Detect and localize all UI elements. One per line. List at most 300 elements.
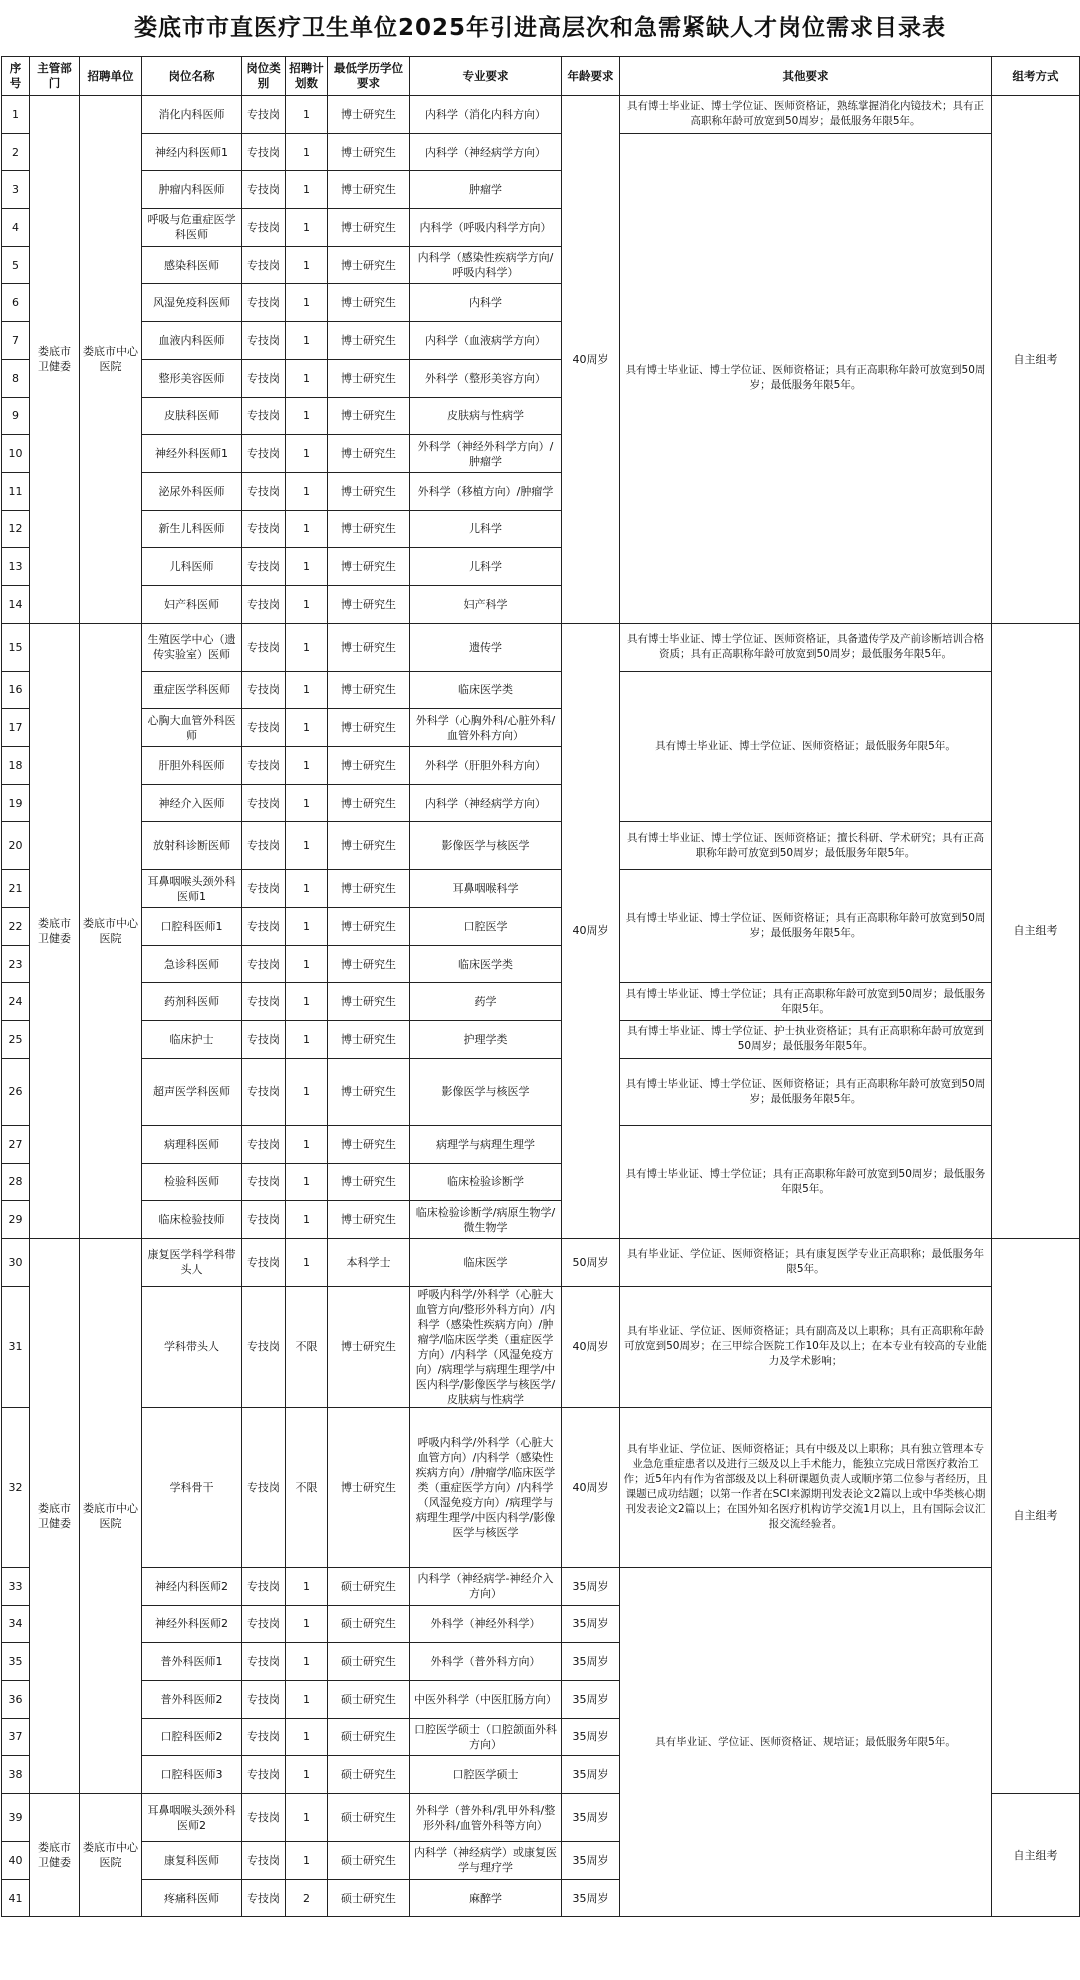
major-cell: 病理学与病理生理学 bbox=[410, 1125, 562, 1163]
category-cell: 专技岗 bbox=[242, 284, 286, 322]
count-cell: 1 bbox=[286, 359, 328, 397]
seq-cell: 39 bbox=[2, 1794, 30, 1842]
category-cell: 专技岗 bbox=[242, 246, 286, 284]
table-row bbox=[2, 1567, 1080, 1605]
position-cell: 呼吸与危重症医学科医师 bbox=[142, 209, 242, 247]
position-cell: 肿瘤内科医师 bbox=[142, 171, 242, 209]
seq-cell: 13 bbox=[2, 548, 30, 586]
seq-cell: 7 bbox=[2, 322, 30, 360]
count-cell: 1 bbox=[286, 96, 328, 134]
category-cell: 专技岗 bbox=[242, 397, 286, 435]
category-cell: 专技岗 bbox=[242, 472, 286, 510]
count-cell: 1 bbox=[286, 548, 328, 586]
category-cell: 专技岗 bbox=[242, 1286, 286, 1407]
position-cell: 肝胆外科医师 bbox=[142, 747, 242, 785]
table-row bbox=[2, 1286, 1080, 1407]
position-cell: 感染科医师 bbox=[142, 246, 242, 284]
position-cell: 康复医学科学科带头人 bbox=[142, 1238, 242, 1286]
seq-cell: 6 bbox=[2, 284, 30, 322]
count-cell: 1 bbox=[286, 1058, 328, 1125]
seq-cell: 35 bbox=[2, 1643, 30, 1681]
education-cell: 博士研究生 bbox=[328, 209, 410, 247]
count-cell: 1 bbox=[286, 1756, 328, 1794]
seq-cell: 16 bbox=[2, 671, 30, 709]
category-cell: 专技岗 bbox=[242, 359, 286, 397]
category-cell: 专技岗 bbox=[242, 171, 286, 209]
seq-cell: 37 bbox=[2, 1718, 30, 1756]
seq-cell: 28 bbox=[2, 1163, 30, 1201]
major-cell: 口腔医学硕士（口腔颌面外科方向） bbox=[410, 1718, 562, 1756]
category-cell: 专技岗 bbox=[242, 1879, 286, 1917]
count-cell: 1 bbox=[286, 1567, 328, 1605]
education-cell: 博士研究生 bbox=[328, 359, 410, 397]
table-row bbox=[2, 623, 1080, 671]
major-cell: 外科学（普外科方向） bbox=[410, 1643, 562, 1681]
table-row bbox=[2, 1407, 1080, 1567]
seq-cell: 8 bbox=[2, 359, 30, 397]
education-cell: 博士研究生 bbox=[328, 784, 410, 822]
seq-cell: 12 bbox=[2, 510, 30, 548]
seq-cell: 32 bbox=[2, 1407, 30, 1567]
major-cell: 外科学（整形美容方向） bbox=[410, 359, 562, 397]
col-header: 组考方式 bbox=[992, 57, 1080, 96]
category-cell: 专技岗 bbox=[242, 1238, 286, 1286]
other-req-cell: 具有博士毕业证、博士学位证、医师资格证；擅长科研、学术研究；具有正高职称年龄可放宽到50周岁；最低服务年限5年。 bbox=[620, 822, 992, 870]
seq-cell: 2 bbox=[2, 133, 30, 171]
major-cell: 皮肤病与性病学 bbox=[410, 397, 562, 435]
count-cell: 1 bbox=[286, 671, 328, 709]
position-cell: 风湿免疫科医师 bbox=[142, 284, 242, 322]
category-cell: 专技岗 bbox=[242, 983, 286, 1021]
major-cell: 外科学（移植方向）/肿瘤学 bbox=[410, 472, 562, 510]
dept-cell: 娄底市卫健委 bbox=[30, 96, 80, 624]
position-cell: 神经外科医师2 bbox=[142, 1605, 242, 1643]
category-cell: 专技岗 bbox=[242, 908, 286, 946]
count-cell: 1 bbox=[286, 709, 328, 747]
seq-cell: 22 bbox=[2, 908, 30, 946]
major-cell: 呼吸内科学/外科学（心脏大血管方向/整形外科方向）/内科学（感染性疾病方向）/肿瘤学/临床医学类（重症医学方向）/内科学（风湿免疫方向）/病理学与病理生理学/中医内科学/影像医学与核医学/皮肤病与性病学 bbox=[410, 1286, 562, 1407]
seq-cell: 30 bbox=[2, 1238, 30, 1286]
education-cell: 博士研究生 bbox=[328, 435, 410, 473]
age-cell: 35周岁 bbox=[562, 1842, 620, 1880]
table-row bbox=[2, 133, 1080, 171]
major-cell: 外科学（普外科/乳甲外科/整形外科/血管外科等方向） bbox=[410, 1794, 562, 1842]
education-cell: 博士研究生 bbox=[328, 246, 410, 284]
position-cell: 消化内科医师 bbox=[142, 96, 242, 134]
major-cell: 内科学（感染性疾病学方向/呼吸内科学） bbox=[410, 246, 562, 284]
unit-cell: 娄底市中心医院 bbox=[80, 623, 142, 1238]
other-req-cell: 具有博士毕业证、博士学位证、医师资格证；具有正高职称年龄可放宽到50周岁；最低服务年限5年。 bbox=[620, 133, 992, 623]
age-cell: 35周岁 bbox=[562, 1794, 620, 1842]
count-cell: 1 bbox=[286, 1605, 328, 1643]
category-cell: 专技岗 bbox=[242, 1605, 286, 1643]
col-header: 招聘单位 bbox=[80, 57, 142, 96]
other-req-cell: 具有博士毕业证、博士学位证、护士执业资格证；具有正高职称年龄可放宽到50周岁；最低服务年限5年。 bbox=[620, 1021, 992, 1059]
count-cell: 1 bbox=[286, 1238, 328, 1286]
education-cell: 博士研究生 bbox=[328, 548, 410, 586]
count-cell: 1 bbox=[286, 1718, 328, 1756]
education-cell: 博士研究生 bbox=[328, 945, 410, 983]
age-cell: 35周岁 bbox=[562, 1680, 620, 1718]
count-cell: 1 bbox=[286, 983, 328, 1021]
other-req-cell: 具有博士毕业证、博士学位证、医师资格证，熟练掌握消化内镜技术；具有正高职称年龄可放宽到50周岁；最低服务年限5年。 bbox=[620, 96, 992, 134]
age-cell: 35周岁 bbox=[562, 1756, 620, 1794]
table-row bbox=[2, 1125, 1080, 1163]
category-cell: 专技岗 bbox=[242, 945, 286, 983]
seq-cell: 5 bbox=[2, 246, 30, 284]
education-cell: 硕士研究生 bbox=[328, 1680, 410, 1718]
position-cell: 放射科诊断医师 bbox=[142, 822, 242, 870]
major-cell: 内科学（神经病学方向） bbox=[410, 133, 562, 171]
education-cell: 博士研究生 bbox=[328, 709, 410, 747]
education-cell: 博士研究生 bbox=[328, 171, 410, 209]
age-cell: 40周岁 bbox=[562, 1286, 620, 1407]
age-cell: 35周岁 bbox=[562, 1567, 620, 1605]
position-cell: 耳鼻咽喉头颈外科医师1 bbox=[142, 870, 242, 908]
category-cell: 专技岗 bbox=[242, 1718, 286, 1756]
dept-cell: 娄底市卫健委 bbox=[30, 623, 80, 1238]
major-cell: 耳鼻咽喉科学 bbox=[410, 870, 562, 908]
education-cell: 博士研究生 bbox=[328, 96, 410, 134]
unit-cell: 娄底市中心医院 bbox=[80, 1794, 142, 1917]
position-cell: 整形美容医师 bbox=[142, 359, 242, 397]
other-req-cell: 具有博士毕业证、博士学位证、医师资格证，具备遗传学及产前诊断培训合格资质；具有正高职称年龄可放宽到50周岁；最低服务年限5年。 bbox=[620, 623, 992, 671]
education-cell: 硕士研究生 bbox=[328, 1842, 410, 1880]
education-cell: 博士研究生 bbox=[328, 1201, 410, 1239]
major-cell: 内科学（血液病学方向） bbox=[410, 322, 562, 360]
major-cell: 内科学 bbox=[410, 284, 562, 322]
position-cell: 血液内科医师 bbox=[142, 322, 242, 360]
header-row bbox=[2, 57, 1080, 96]
seq-cell: 36 bbox=[2, 1680, 30, 1718]
education-cell: 硕士研究生 bbox=[328, 1718, 410, 1756]
count-cell: 1 bbox=[286, 1794, 328, 1842]
major-cell: 护理学类 bbox=[410, 1021, 562, 1059]
other-req-cell: 具有博士毕业证、博士学位证、医师资格证；最低服务年限5年。 bbox=[620, 671, 992, 822]
category-cell: 专技岗 bbox=[242, 322, 286, 360]
education-cell: 博士研究生 bbox=[328, 870, 410, 908]
seq-cell: 19 bbox=[2, 784, 30, 822]
category-cell: 专技岗 bbox=[242, 1567, 286, 1605]
col-header: 年龄要求 bbox=[562, 57, 620, 96]
position-cell: 生殖医学中心（遗传实验室）医师 bbox=[142, 623, 242, 671]
seq-cell: 20 bbox=[2, 822, 30, 870]
category-cell: 专技岗 bbox=[242, 671, 286, 709]
seq-cell: 27 bbox=[2, 1125, 30, 1163]
col-header: 招聘计划数 bbox=[286, 57, 328, 96]
age-cell: 50周岁 bbox=[562, 1238, 620, 1286]
seq-cell: 10 bbox=[2, 435, 30, 473]
position-cell: 口腔科医师1 bbox=[142, 908, 242, 946]
job-table bbox=[1, 56, 1080, 1917]
position-cell: 疼痛科医师 bbox=[142, 1879, 242, 1917]
count-cell: 1 bbox=[286, 435, 328, 473]
seq-cell: 15 bbox=[2, 623, 30, 671]
seq-cell: 14 bbox=[2, 585, 30, 623]
count-cell: 1 bbox=[286, 1643, 328, 1681]
unit-cell: 娄底市中心医院 bbox=[80, 96, 142, 624]
major-cell: 临床检验诊断学 bbox=[410, 1163, 562, 1201]
table-row bbox=[2, 822, 1080, 870]
position-cell: 神经内科医师2 bbox=[142, 1567, 242, 1605]
category-cell: 专技岗 bbox=[242, 747, 286, 785]
category-cell: 专技岗 bbox=[242, 548, 286, 586]
count-cell: 1 bbox=[286, 246, 328, 284]
seq-cell: 18 bbox=[2, 747, 30, 785]
education-cell: 博士研究生 bbox=[328, 1286, 410, 1407]
count-cell: 1 bbox=[286, 472, 328, 510]
age-cell: 35周岁 bbox=[562, 1605, 620, 1643]
count-cell: 1 bbox=[286, 397, 328, 435]
table-row bbox=[2, 870, 1080, 908]
major-cell: 内科学（神经病学方向） bbox=[410, 784, 562, 822]
education-cell: 硕士研究生 bbox=[328, 1879, 410, 1917]
age-cell: 40周岁 bbox=[562, 1407, 620, 1567]
col-header: 主管部门 bbox=[30, 57, 80, 96]
count-cell: 1 bbox=[286, 1680, 328, 1718]
category-cell: 专技岗 bbox=[242, 435, 286, 473]
category-cell: 专技岗 bbox=[242, 870, 286, 908]
education-cell: 博士研究生 bbox=[328, 585, 410, 623]
category-cell: 专技岗 bbox=[242, 1756, 286, 1794]
count-cell: 不限 bbox=[286, 1407, 328, 1567]
position-cell: 临床检验技师 bbox=[142, 1201, 242, 1239]
position-cell: 皮肤科医师 bbox=[142, 397, 242, 435]
category-cell: 专技岗 bbox=[242, 1643, 286, 1681]
major-cell: 妇产科学 bbox=[410, 585, 562, 623]
category-cell: 专技岗 bbox=[242, 1125, 286, 1163]
major-cell: 临床医学 bbox=[410, 1238, 562, 1286]
seq-cell: 29 bbox=[2, 1201, 30, 1239]
category-cell: 专技岗 bbox=[242, 133, 286, 171]
category-cell: 专技岗 bbox=[242, 1201, 286, 1239]
category-cell: 专技岗 bbox=[242, 585, 286, 623]
major-cell: 外科学（神经外科学方向）/肿瘤学 bbox=[410, 435, 562, 473]
other-req-cell: 具有博士毕业证、博士学位证；具有正高职称年龄可放宽到50周岁；最低服务年限5年。 bbox=[620, 983, 992, 1021]
exam-cell: 自主组考 bbox=[992, 1794, 1080, 1917]
count-cell: 1 bbox=[286, 784, 328, 822]
other-req-cell: 具有博士毕业证、博士学位证、医师资格证；具有正高职称年龄可放宽到50周岁；最低服务年限5年。 bbox=[620, 1058, 992, 1125]
position-cell: 临床护士 bbox=[142, 1021, 242, 1059]
major-cell: 影像医学与核医学 bbox=[410, 1058, 562, 1125]
education-cell: 博士研究生 bbox=[328, 1407, 410, 1567]
education-cell: 硕士研究生 bbox=[328, 1605, 410, 1643]
category-cell: 专技岗 bbox=[242, 96, 286, 134]
count-cell: 1 bbox=[286, 171, 328, 209]
education-cell: 硕士研究生 bbox=[328, 1643, 410, 1681]
position-cell: 普外科医师1 bbox=[142, 1643, 242, 1681]
seq-cell: 25 bbox=[2, 1021, 30, 1059]
major-cell: 口腔医学硕士 bbox=[410, 1756, 562, 1794]
major-cell: 临床检验诊断学/病原生物学/微生物学 bbox=[410, 1201, 562, 1239]
education-cell: 博士研究生 bbox=[328, 133, 410, 171]
col-header: 序号 bbox=[2, 57, 30, 96]
seq-cell: 3 bbox=[2, 171, 30, 209]
page-title: 娄底市市直医疗卫生单位2025年引进高层次和急需紧缺人才岗位需求目录表 bbox=[133, 15, 946, 41]
education-cell: 博士研究生 bbox=[328, 671, 410, 709]
table-row bbox=[2, 1021, 1080, 1059]
count-cell: 1 bbox=[286, 1842, 328, 1880]
education-cell: 博士研究生 bbox=[328, 284, 410, 322]
major-cell: 临床医学类 bbox=[410, 945, 562, 983]
table-row bbox=[2, 96, 1080, 134]
major-cell: 儿科学 bbox=[410, 548, 562, 586]
major-cell: 麻醉学 bbox=[410, 1879, 562, 1917]
exam-cell: 自主组考 bbox=[992, 96, 1080, 624]
position-cell: 新生儿科医师 bbox=[142, 510, 242, 548]
seq-cell: 9 bbox=[2, 397, 30, 435]
major-cell: 药学 bbox=[410, 983, 562, 1021]
other-req-cell: 具有毕业证、学位证、医师资格证；具有康复医学专业正高职称；最低服务年限5年。 bbox=[620, 1238, 992, 1286]
education-cell: 博士研究生 bbox=[328, 623, 410, 671]
count-cell: 1 bbox=[286, 945, 328, 983]
count-cell: 1 bbox=[286, 1163, 328, 1201]
education-cell: 本科学士 bbox=[328, 1238, 410, 1286]
major-cell: 外科学（心胸外科/心脏外科/血管外科方向） bbox=[410, 709, 562, 747]
major-cell: 外科学（神经外科学） bbox=[410, 1605, 562, 1643]
position-cell: 药剂科医师 bbox=[142, 983, 242, 1021]
count-cell: 1 bbox=[286, 908, 328, 946]
position-cell: 学科带头人 bbox=[142, 1286, 242, 1407]
unit-cell: 娄底市中心医院 bbox=[80, 1238, 142, 1793]
other-req-cell: 具有毕业证、学位证、医师资格证；具有副高及以上职称；具有正高职称年龄可放宽到50周岁；在三甲综合医院工作10年及以上；在本专业有较高的专业能力及学术影响； bbox=[620, 1286, 992, 1407]
col-header: 岗位类别 bbox=[242, 57, 286, 96]
education-cell: 博士研究生 bbox=[328, 510, 410, 548]
position-cell: 口腔科医师3 bbox=[142, 1756, 242, 1794]
other-req-cell: 具有毕业证、学位证、医师资格证、规培证；最低服务年限5年。 bbox=[620, 1567, 992, 1917]
count-cell: 1 bbox=[286, 133, 328, 171]
position-cell: 病理科医师 bbox=[142, 1125, 242, 1163]
seq-cell: 34 bbox=[2, 1605, 30, 1643]
seq-cell: 41 bbox=[2, 1879, 30, 1917]
position-cell: 耳鼻咽喉头颈外科医师2 bbox=[142, 1794, 242, 1842]
category-cell: 专技岗 bbox=[242, 1842, 286, 1880]
position-cell: 儿科医师 bbox=[142, 548, 242, 586]
education-cell: 博士研究生 bbox=[328, 1163, 410, 1201]
col-header: 其他要求 bbox=[620, 57, 992, 96]
count-cell: 1 bbox=[286, 1125, 328, 1163]
category-cell: 专技岗 bbox=[242, 1407, 286, 1567]
position-cell: 超声医学科医师 bbox=[142, 1058, 242, 1125]
education-cell: 博士研究生 bbox=[328, 822, 410, 870]
other-req-cell: 具有博士毕业证、博士学位证；具有正高职称年龄可放宽到50周岁；最低服务年限5年。 bbox=[620, 1125, 992, 1238]
count-cell: 1 bbox=[286, 284, 328, 322]
count-cell: 1 bbox=[286, 1021, 328, 1059]
age-cell: 35周岁 bbox=[562, 1718, 620, 1756]
category-cell: 专技岗 bbox=[242, 1794, 286, 1842]
education-cell: 硕士研究生 bbox=[328, 1756, 410, 1794]
seq-cell: 23 bbox=[2, 945, 30, 983]
category-cell: 专技岗 bbox=[242, 784, 286, 822]
count-cell: 1 bbox=[286, 747, 328, 785]
position-cell: 检验科医师 bbox=[142, 1163, 242, 1201]
seq-cell: 40 bbox=[2, 1842, 30, 1880]
category-cell: 专技岗 bbox=[242, 623, 286, 671]
count-cell: 1 bbox=[286, 822, 328, 870]
education-cell: 博士研究生 bbox=[328, 747, 410, 785]
position-cell: 泌尿外科医师 bbox=[142, 472, 242, 510]
table-row bbox=[2, 983, 1080, 1021]
dept-cell: 娄底市卫健委 bbox=[30, 1794, 80, 1917]
category-cell: 专技岗 bbox=[242, 1021, 286, 1059]
education-cell: 博士研究生 bbox=[328, 322, 410, 360]
count-cell: 1 bbox=[286, 209, 328, 247]
major-cell: 内科学（呼吸内科学方向） bbox=[410, 209, 562, 247]
count-cell: 1 bbox=[286, 1201, 328, 1239]
col-header: 专业要求 bbox=[410, 57, 562, 96]
major-cell: 中医外科学（中医肛肠方向） bbox=[410, 1680, 562, 1718]
table-row bbox=[2, 1238, 1080, 1286]
seq-cell: 38 bbox=[2, 1756, 30, 1794]
seq-cell: 11 bbox=[2, 472, 30, 510]
position-cell: 康复科医师 bbox=[142, 1842, 242, 1880]
education-cell: 博士研究生 bbox=[328, 908, 410, 946]
count-cell: 1 bbox=[286, 623, 328, 671]
education-cell: 硕士研究生 bbox=[328, 1567, 410, 1605]
major-cell: 外科学（肝胆外科方向） bbox=[410, 747, 562, 785]
position-cell: 口腔科医师2 bbox=[142, 1718, 242, 1756]
education-cell: 博士研究生 bbox=[328, 1125, 410, 1163]
seq-cell: 4 bbox=[2, 209, 30, 247]
age-cell: 35周岁 bbox=[562, 1643, 620, 1681]
age-cell: 40周岁 bbox=[562, 96, 620, 624]
exam-cell: 自主组考 bbox=[992, 1238, 1080, 1793]
category-cell: 专技岗 bbox=[242, 822, 286, 870]
exam-cell: 自主组考 bbox=[992, 623, 1080, 1238]
position-cell: 学科骨干 bbox=[142, 1407, 242, 1567]
seq-cell: 31 bbox=[2, 1286, 30, 1407]
position-cell: 普外科医师2 bbox=[142, 1680, 242, 1718]
dept-cell: 娄底市卫健委 bbox=[30, 1238, 80, 1793]
count-cell: 不限 bbox=[286, 1286, 328, 1407]
age-cell: 40周岁 bbox=[562, 623, 620, 1238]
table-row bbox=[2, 671, 1080, 709]
col-header: 岗位名称 bbox=[142, 57, 242, 96]
position-cell: 神经内科医师1 bbox=[142, 133, 242, 171]
education-cell: 博士研究生 bbox=[328, 472, 410, 510]
education-cell: 博士研究生 bbox=[328, 1021, 410, 1059]
major-cell: 口腔医学 bbox=[410, 908, 562, 946]
count-cell: 1 bbox=[286, 870, 328, 908]
count-cell: 1 bbox=[286, 510, 328, 548]
category-cell: 专技岗 bbox=[242, 1680, 286, 1718]
category-cell: 专技岗 bbox=[242, 1163, 286, 1201]
position-cell: 重症医学科医师 bbox=[142, 671, 242, 709]
count-cell: 2 bbox=[286, 1879, 328, 1917]
seq-cell: 24 bbox=[2, 983, 30, 1021]
seq-cell: 33 bbox=[2, 1567, 30, 1605]
major-cell: 影像医学与核医学 bbox=[410, 822, 562, 870]
major-cell: 内科学（消化内科方向） bbox=[410, 96, 562, 134]
position-cell: 神经外科医师1 bbox=[142, 435, 242, 473]
count-cell: 1 bbox=[286, 585, 328, 623]
category-cell: 专技岗 bbox=[242, 209, 286, 247]
education-cell: 博士研究生 bbox=[328, 983, 410, 1021]
col-header: 最低学历学位要求 bbox=[328, 57, 410, 96]
category-cell: 专技岗 bbox=[242, 709, 286, 747]
major-cell: 遗传学 bbox=[410, 623, 562, 671]
major-cell: 内科学（神经病学）或康复医学与理疗学 bbox=[410, 1842, 562, 1880]
position-cell: 心胸大血管外科医师 bbox=[142, 709, 242, 747]
major-cell: 肿瘤学 bbox=[410, 171, 562, 209]
age-cell: 35周岁 bbox=[562, 1879, 620, 1917]
other-req-cell: 具有毕业证、学位证、医师资格证；具有中级及以上职称；具有独立管理本专业急危重症患者以及进行三级及以上手术能力，能独立完成日常医疗救治工作；近5年内有作为省部级及以上科研课题负责人或顺序第二位参与者经历，且课题已成功结题；以第一作者在SCI来源期刊发表论文2篇以上或中华类核心期刊发表论文2篇以上；在国外知名医疗机构访学交流1月以上，且有国际会议汇报交流经验者。 bbox=[620, 1407, 992, 1567]
position-cell: 神经介入医师 bbox=[142, 784, 242, 822]
seq-cell: 26 bbox=[2, 1058, 30, 1125]
other-req-cell: 具有博士毕业证、博士学位证、医师资格证；具有正高职称年龄可放宽到50周岁；最低服务年限5年。 bbox=[620, 870, 992, 983]
category-cell: 专技岗 bbox=[242, 1058, 286, 1125]
category-cell: 专技岗 bbox=[242, 510, 286, 548]
